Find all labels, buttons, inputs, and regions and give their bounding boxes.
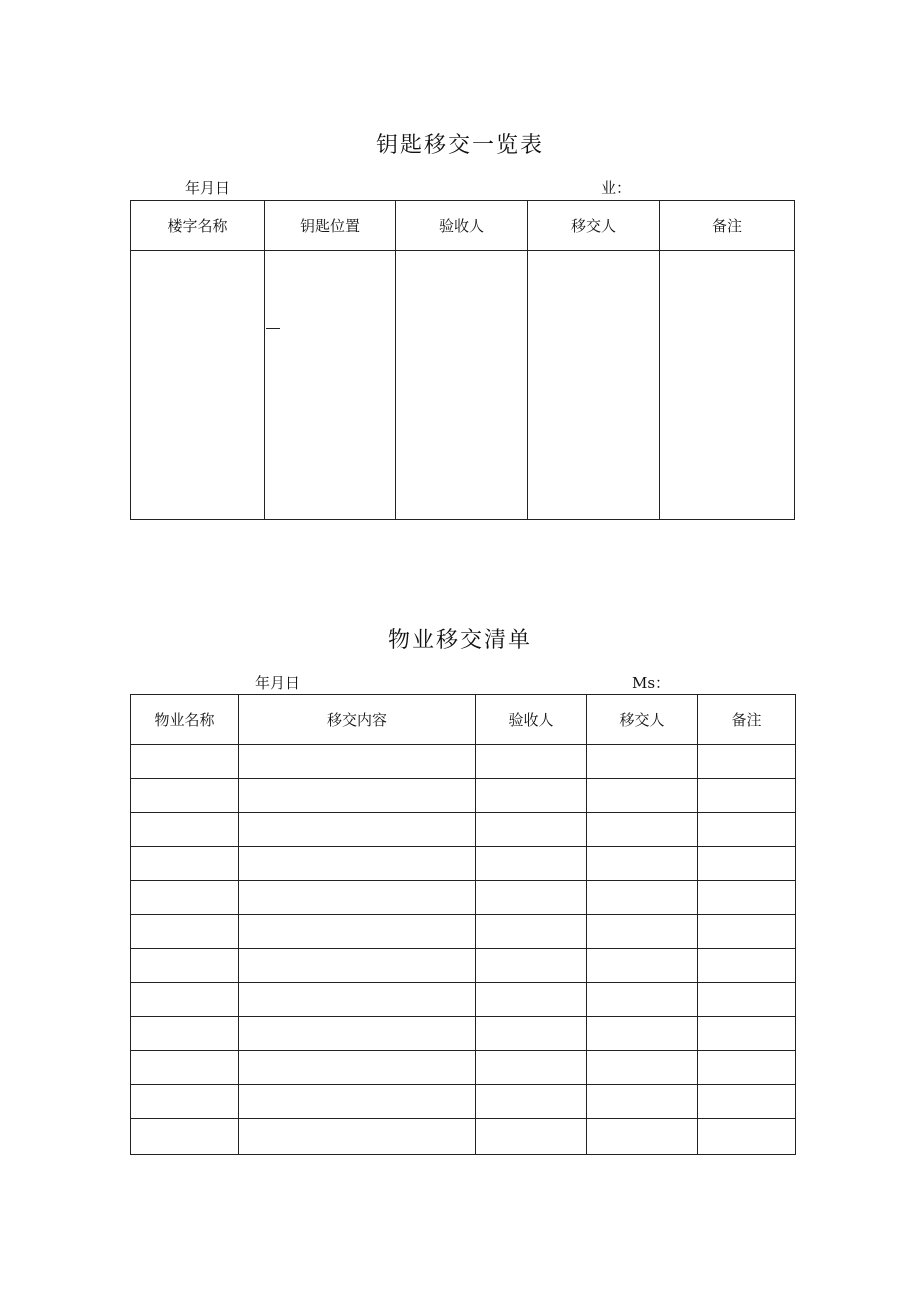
header-building-name: 楼字名称 — [131, 201, 265, 251]
table-cell[interactable] — [698, 847, 796, 881]
table-cell[interactable] — [239, 915, 476, 949]
table-row — [131, 983, 796, 1017]
table-cell[interactable] — [660, 251, 795, 520]
header-remarks: 备注 — [698, 695, 796, 745]
table-cell[interactable] — [698, 915, 796, 949]
table-cell[interactable] — [587, 779, 698, 813]
doc1-right-label: 业： — [601, 179, 632, 197]
table-cell[interactable] — [476, 1051, 587, 1085]
table-cell[interactable] — [131, 881, 239, 915]
header-handover-person: 移交人 — [587, 695, 698, 745]
table-cell[interactable] — [698, 779, 796, 813]
property-handover-table — [130, 694, 796, 1155]
table-cell[interactable] — [476, 745, 587, 779]
table-cell[interactable] — [131, 949, 239, 983]
table-row — [131, 847, 796, 881]
table-row — [131, 251, 795, 520]
table-row — [131, 813, 796, 847]
table-cell[interactable] — [239, 949, 476, 983]
dash-mark — [266, 328, 280, 329]
table-cell[interactable] — [476, 983, 587, 1017]
table-cell[interactable] — [698, 1085, 796, 1119]
table-row — [131, 779, 796, 813]
table-cell[interactable] — [587, 983, 698, 1017]
table-cell[interactable] — [131, 1119, 239, 1155]
table-cell[interactable] — [528, 251, 660, 520]
table-cell[interactable] — [396, 251, 528, 520]
table-cell[interactable] — [476, 779, 587, 813]
table-cell[interactable] — [587, 1119, 698, 1155]
table-cell[interactable] — [131, 779, 239, 813]
table-cell[interactable] — [131, 983, 239, 1017]
table-cell[interactable] — [265, 251, 396, 520]
table-cell[interactable] — [698, 1119, 796, 1155]
header-property-name: 物业名称 — [131, 695, 239, 745]
table-row — [131, 1051, 796, 1085]
header-inspector: 验收人 — [396, 201, 528, 251]
table-cell[interactable] — [698, 745, 796, 779]
table-cell[interactable] — [239, 847, 476, 881]
table-cell[interactable] — [476, 1085, 587, 1119]
table-cell[interactable] — [239, 1051, 476, 1085]
table-cell[interactable] — [131, 745, 239, 779]
table-cell[interactable] — [698, 1017, 796, 1051]
table-cell[interactable] — [698, 813, 796, 847]
header-handover-content: 移交内容 — [239, 695, 476, 745]
header-key-location: 钥匙位置 — [265, 201, 396, 251]
table-cell[interactable] — [587, 1051, 698, 1085]
table-cell[interactable] — [476, 915, 587, 949]
table-row — [131, 745, 796, 779]
table-cell[interactable] — [239, 813, 476, 847]
table-cell[interactable] — [239, 779, 476, 813]
table-cell[interactable] — [131, 1085, 239, 1119]
table-cell[interactable] — [476, 1119, 587, 1155]
table-cell[interactable] — [698, 983, 796, 1017]
table-cell[interactable] — [587, 745, 698, 779]
table-cell[interactable] — [698, 1051, 796, 1085]
table-cell[interactable] — [587, 949, 698, 983]
table-header-row — [131, 695, 796, 745]
table-cell[interactable] — [587, 881, 698, 915]
table-cell[interactable] — [587, 847, 698, 881]
table-cell[interactable] — [131, 813, 239, 847]
table-cell[interactable] — [239, 1017, 476, 1051]
doc1-title: 钥匙移交一览表 — [375, 133, 544, 158]
table-cell[interactable] — [698, 949, 796, 983]
table-cell[interactable] — [698, 881, 796, 915]
table-cell[interactable] — [131, 915, 239, 949]
table-cell[interactable] — [587, 1085, 698, 1119]
table-cell[interactable] — [131, 1051, 239, 1085]
table-cell[interactable] — [239, 1119, 476, 1155]
doc1-date-label: 年月日 — [185, 179, 231, 197]
header-inspector: 验收人 — [476, 695, 587, 745]
table-cell[interactable] — [476, 1017, 587, 1051]
doc2-date-label: 年月日 — [255, 674, 301, 692]
table-row — [131, 1085, 796, 1119]
table-cell[interactable] — [239, 745, 476, 779]
table-cell[interactable] — [587, 915, 698, 949]
table-cell[interactable] — [587, 813, 698, 847]
header-remarks: 备注 — [660, 201, 795, 251]
table-cell[interactable] — [476, 949, 587, 983]
key-handover-table — [130, 200, 795, 520]
table-cell[interactable] — [131, 251, 265, 520]
doc2-right-label: Ms： — [632, 674, 671, 692]
table-cell[interactable] — [239, 881, 476, 915]
table-cell[interactable] — [239, 983, 476, 1017]
table-row — [131, 1017, 796, 1051]
table-cell[interactable] — [476, 813, 587, 847]
header-handover-person: 移交人 — [528, 201, 660, 251]
table-cell[interactable] — [476, 847, 587, 881]
table-cell[interactable] — [587, 1017, 698, 1051]
table-cell[interactable] — [131, 1017, 239, 1051]
doc2-title: 物业移交清单 — [387, 628, 532, 653]
table-header-row — [131, 201, 795, 251]
table-row — [131, 949, 796, 983]
table-row — [131, 1119, 796, 1155]
table-cell[interactable] — [476, 881, 587, 915]
table-row — [131, 881, 796, 915]
table-cell[interactable] — [239, 1085, 476, 1119]
table-cell[interactable] — [131, 847, 239, 881]
table-row — [131, 915, 796, 949]
